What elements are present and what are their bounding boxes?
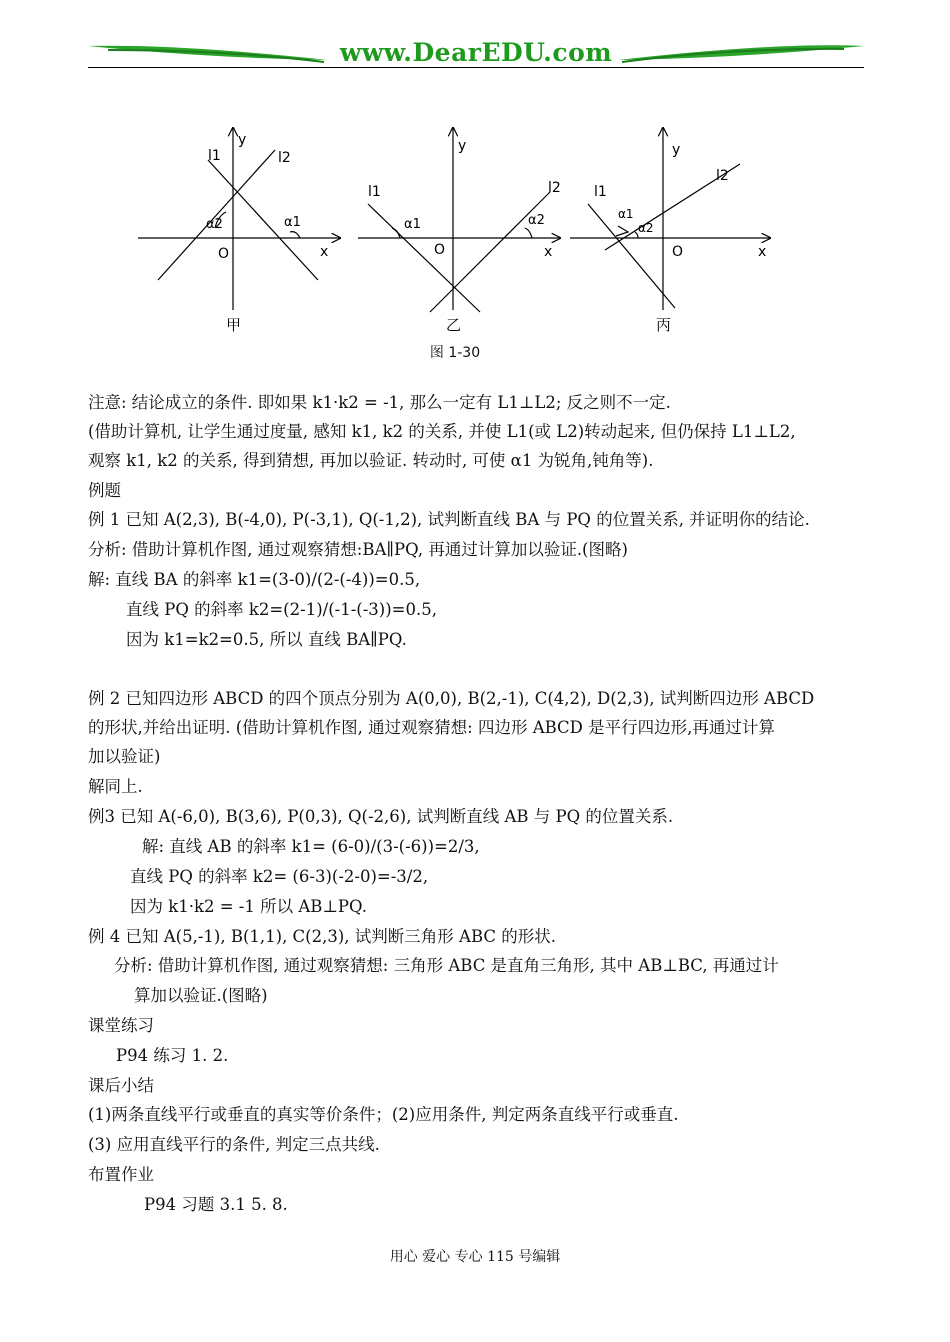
panel-jia-name: 甲	[226, 316, 242, 334]
text-line: (借助计算机, 让学生通过度量, 感知 k1, k2 的关系, 并使 L1(或 L2)转动起来, 但仍保持 L1⊥L2,	[88, 422, 796, 441]
panel-bing-l1-label: l1	[594, 184, 607, 200]
text-line: 注意: 结论成立的条件. 即如果 k1·k2 = -1, 那么一定有 L1⊥L2; 反之则不一定.	[88, 393, 671, 412]
panel-yi-alpha1-label: α1	[404, 217, 421, 232]
site-header	[88, 36, 864, 70]
panel-jia-alpha1-label: α1	[284, 215, 301, 230]
text-line: 分析: 借助计算机作图, 通过观察猜想: 三角形 ABC 是直角三角形, 其中 AB⊥BC, 再通过计	[114, 956, 779, 975]
panel-bing-alpha2-label: α2	[638, 221, 654, 235]
text-line: P94 习题 3.1 5. 8.	[144, 1195, 288, 1214]
text-line: 例 1 已知 A(2,3), B(-4,0), P(-3,1), Q(-1,2), 试判断直线 BA 与 PQ 的位置关系, 并证明你的结论.	[88, 510, 810, 529]
section-heading: 布置作业	[88, 1165, 154, 1184]
text-line: 算加以验证.(图略)	[134, 986, 268, 1005]
text-line: (1)两条直线平行或垂直的真实等价条件；(2)应用条件, 判定两条直线平行或垂直.	[88, 1105, 679, 1124]
section-heading: 课后小结	[88, 1076, 154, 1095]
panel-yi-origin-label: O	[434, 242, 446, 258]
panel-yi-y-label: y	[458, 138, 467, 154]
section-heading: 例题	[88, 481, 121, 500]
panel-jia-y-label: y	[238, 132, 247, 148]
text-line: 的形状,并给出证明. (借助计算机作图, 通过观察猜想: 四边形 ABCD 是平行四边形,再通过计算	[88, 718, 775, 737]
text-line: 例3 已知 A(-6,0), B(3,6), P(0,3), Q(-2,6), 试判断直线 AB 与 PQ 的位置关系.	[88, 807, 674, 826]
page-footer: 用心 爱心 专心 115 号编辑	[389, 1249, 561, 1265]
panel-bing-alpha1-label: α1	[618, 207, 634, 221]
text-line: 分析: 借助计算机作图, 通过观察猜想:BA∥PQ, 再通过计算加以验证.(图略)	[88, 540, 628, 559]
panel-yi-alpha2-label: α2	[528, 213, 545, 228]
text-line: 因为 k1=k2=0.5, 所以 直线 BA∥PQ.	[126, 630, 407, 649]
text-line: 直线 PQ 的斜率 k2=(2-1)/(-1-(-3))=0.5,	[126, 600, 437, 619]
section-heading: 课堂练习	[88, 1016, 154, 1035]
panel-jia-l1-label: l1	[208, 148, 221, 164]
panel-jia-alpha2-label: α2	[206, 217, 223, 232]
text-line: 加以验证)	[88, 747, 161, 766]
panel-jia-l2-label: l2	[278, 150, 291, 166]
text-line: 观察 k1, k2 的关系, 得到猜想, 再加以验证. 转动时, 可使 α1 为锐角,钝角等).	[88, 451, 654, 470]
text-line: 例 2 已知四边形 ABCD 的四个顶点分别为 A(0,0), B(2,-1), C(4,2), D(2,3), 试判断四边形 ABCD	[88, 689, 815, 708]
text-line: 例 4 已知 A(5,-1), B(1,1), C(2,3), 试判断三角形 ABC 的形状.	[88, 927, 556, 946]
figure-1-30	[130, 120, 780, 365]
panel-yi-x-label: x	[544, 244, 553, 260]
panel-bing	[570, 128, 770, 310]
text-line: (3) 应用直线平行的条件, 判定三点共线.	[88, 1135, 380, 1154]
panel-jia	[138, 128, 340, 310]
panel-jia-x-label: x	[320, 244, 329, 260]
text-line: P94 练习 1. 2.	[116, 1046, 229, 1065]
panel-yi-l2-label: l2	[548, 180, 561, 196]
text-line: 因为 k1·k2 = -1 所以 AB⊥PQ.	[130, 897, 367, 916]
text-line: 解: 直线 AB 的斜率 k1= (6-0)/(3-(-6))=2/3,	[142, 837, 480, 856]
text-line: 解同上.	[88, 777, 143, 796]
panel-yi-name: 乙	[446, 316, 462, 334]
panel-jia-origin-label: O	[218, 246, 230, 262]
panel-bing-x-label: x	[758, 244, 767, 260]
text-line: 直线 PQ 的斜率 k2= (6-3)(-2-0)=-3/2,	[130, 867, 429, 886]
panel-bing-y-label: y	[672, 142, 681, 158]
site-name: www.DearEDU.com	[339, 38, 613, 67]
panel-bing-name: 丙	[656, 316, 672, 334]
header-rule	[88, 67, 864, 68]
panel-bing-origin-label: O	[672, 244, 684, 260]
panel-bing-l2-label: l2	[716, 168, 729, 184]
figure-graphs	[130, 120, 780, 340]
panel-yi-l1-label: l1	[368, 184, 381, 200]
figure-caption: 图 1-30	[429, 345, 481, 361]
text-line: 解: 直线 BA 的斜率 k1=(3-0)/(2-(-4))=0.5,	[88, 570, 421, 589]
